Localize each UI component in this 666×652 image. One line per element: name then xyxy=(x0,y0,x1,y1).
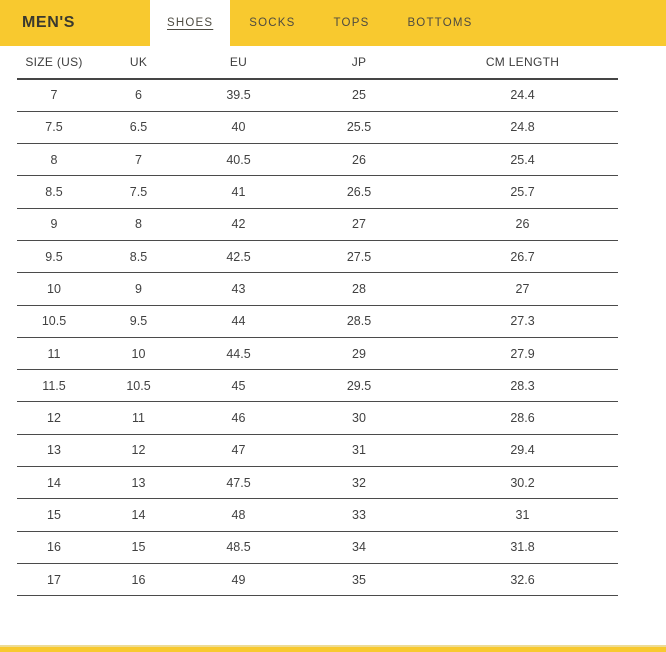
size-cell: 7 xyxy=(17,79,91,111)
size-cell: 28 xyxy=(291,273,427,305)
column-header: CM LENGTH xyxy=(427,46,618,79)
size-cell: 31 xyxy=(291,434,427,466)
table-row xyxy=(17,370,618,402)
size-cell: 25.7 xyxy=(427,176,618,208)
table-row xyxy=(17,144,618,176)
size-cell: 26 xyxy=(291,144,427,176)
size-cell: 48 xyxy=(186,499,291,531)
size-cell: 47 xyxy=(186,434,291,466)
tab-shoes[interactable] xyxy=(150,0,230,46)
table-row xyxy=(17,467,618,499)
tab-bottoms[interactable] xyxy=(388,0,491,46)
size-cell: 12 xyxy=(17,402,91,434)
size-cell: 6 xyxy=(91,79,186,111)
size-cell: 27 xyxy=(427,273,618,305)
size-cell: 42 xyxy=(186,208,291,240)
table-row xyxy=(17,79,618,111)
size-cell: 9 xyxy=(91,273,186,305)
size-cell: 7.5 xyxy=(91,176,186,208)
tab-label: SOCKS xyxy=(249,17,296,29)
size-cell: 47.5 xyxy=(186,467,291,499)
size-cell: 10.5 xyxy=(91,370,186,402)
size-cell: 16 xyxy=(91,563,186,595)
column-header: UK xyxy=(91,46,186,79)
size-cell: 29.5 xyxy=(291,370,427,402)
table-row xyxy=(17,208,618,240)
tab-label: SHOES xyxy=(167,17,214,29)
size-cell: 8 xyxy=(91,208,186,240)
size-table-header xyxy=(17,46,618,79)
size-cell: 14 xyxy=(17,467,91,499)
size-cell: 45 xyxy=(186,370,291,402)
size-cell: 11.5 xyxy=(17,370,91,402)
size-cell: 28.3 xyxy=(427,370,618,402)
size-chart-header xyxy=(0,0,666,46)
table-row xyxy=(17,176,618,208)
size-cell: 32 xyxy=(291,467,427,499)
size-cell: 25 xyxy=(291,79,427,111)
tab-socks[interactable] xyxy=(230,0,314,46)
table-row xyxy=(17,402,618,434)
size-cell: 7.5 xyxy=(17,111,91,143)
size-cell: 26.5 xyxy=(291,176,427,208)
size-cell: 33 xyxy=(291,499,427,531)
page-title: MEN'S xyxy=(22,14,76,31)
size-cell: 28.5 xyxy=(291,305,427,337)
tab-tops[interactable] xyxy=(315,0,389,46)
size-cell: 29.4 xyxy=(427,434,618,466)
column-header: JP xyxy=(291,46,427,79)
size-cell: 8.5 xyxy=(91,240,186,272)
table-row xyxy=(17,273,618,305)
size-cell: 26.7 xyxy=(427,240,618,272)
size-cell: 27.5 xyxy=(291,240,427,272)
size-cell: 41 xyxy=(186,176,291,208)
size-cell: 31 xyxy=(427,499,618,531)
size-cell: 25.4 xyxy=(427,144,618,176)
size-cell: 42.5 xyxy=(186,240,291,272)
size-cell: 14 xyxy=(91,499,186,531)
size-cell: 10 xyxy=(17,273,91,305)
column-header: EU xyxy=(186,46,291,79)
size-cell: 39.5 xyxy=(186,79,291,111)
size-cell: 40 xyxy=(186,111,291,143)
size-cell: 27.3 xyxy=(427,305,618,337)
size-cell: 44 xyxy=(186,305,291,337)
tab-label: TOPS xyxy=(333,17,370,29)
size-cell: 24.8 xyxy=(427,111,618,143)
size-cell: 11 xyxy=(91,402,186,434)
size-cell: 40.5 xyxy=(186,144,291,176)
size-cell: 49 xyxy=(186,563,291,595)
size-cell: 15 xyxy=(17,499,91,531)
size-cell: 48.5 xyxy=(186,531,291,563)
table-row xyxy=(17,240,618,272)
size-table xyxy=(17,46,618,596)
size-cell: 10 xyxy=(91,337,186,369)
size-cell: 17 xyxy=(17,563,91,595)
size-cell: 30.2 xyxy=(427,467,618,499)
size-cell: 27 xyxy=(291,208,427,240)
size-cell: 43 xyxy=(186,273,291,305)
size-cell: 8.5 xyxy=(17,176,91,208)
size-cell: 32.6 xyxy=(427,563,618,595)
size-cell: 16 xyxy=(17,531,91,563)
table-row xyxy=(17,434,618,466)
size-cell: 28.6 xyxy=(427,402,618,434)
size-cell: 46 xyxy=(186,402,291,434)
size-cell: 7 xyxy=(91,144,186,176)
size-cell: 35 xyxy=(291,563,427,595)
size-table-body xyxy=(17,79,618,596)
table-row xyxy=(17,563,618,595)
size-cell: 9 xyxy=(17,208,91,240)
header-row xyxy=(17,46,618,79)
size-cell: 11 xyxy=(17,337,91,369)
size-cell: 12 xyxy=(91,434,186,466)
size-cell: 30 xyxy=(291,402,427,434)
table-row xyxy=(17,111,618,143)
size-cell: 25.5 xyxy=(291,111,427,143)
size-cell: 24.4 xyxy=(427,79,618,111)
size-cell: 10.5 xyxy=(17,305,91,337)
category-tabs xyxy=(150,0,492,46)
tab-label: BOTTOMS xyxy=(407,17,473,29)
size-table-section xyxy=(17,46,618,596)
table-row xyxy=(17,531,618,563)
size-cell: 29 xyxy=(291,337,427,369)
table-row xyxy=(17,305,618,337)
size-cell: 6.5 xyxy=(91,111,186,143)
size-cell: 13 xyxy=(91,467,186,499)
size-cell: 9.5 xyxy=(91,305,186,337)
size-cell: 31.8 xyxy=(427,531,618,563)
column-header: SIZE (US) xyxy=(17,46,91,79)
bottom-accent-bar xyxy=(0,645,666,652)
size-cell: 13 xyxy=(17,434,91,466)
size-cell: 26 xyxy=(427,208,618,240)
size-cell: 27.9 xyxy=(427,337,618,369)
size-cell: 44.5 xyxy=(186,337,291,369)
table-row xyxy=(17,499,618,531)
size-cell: 34 xyxy=(291,531,427,563)
size-cell: 9.5 xyxy=(17,240,91,272)
size-cell: 8 xyxy=(17,144,91,176)
size-cell: 15 xyxy=(91,531,186,563)
table-row xyxy=(17,337,618,369)
